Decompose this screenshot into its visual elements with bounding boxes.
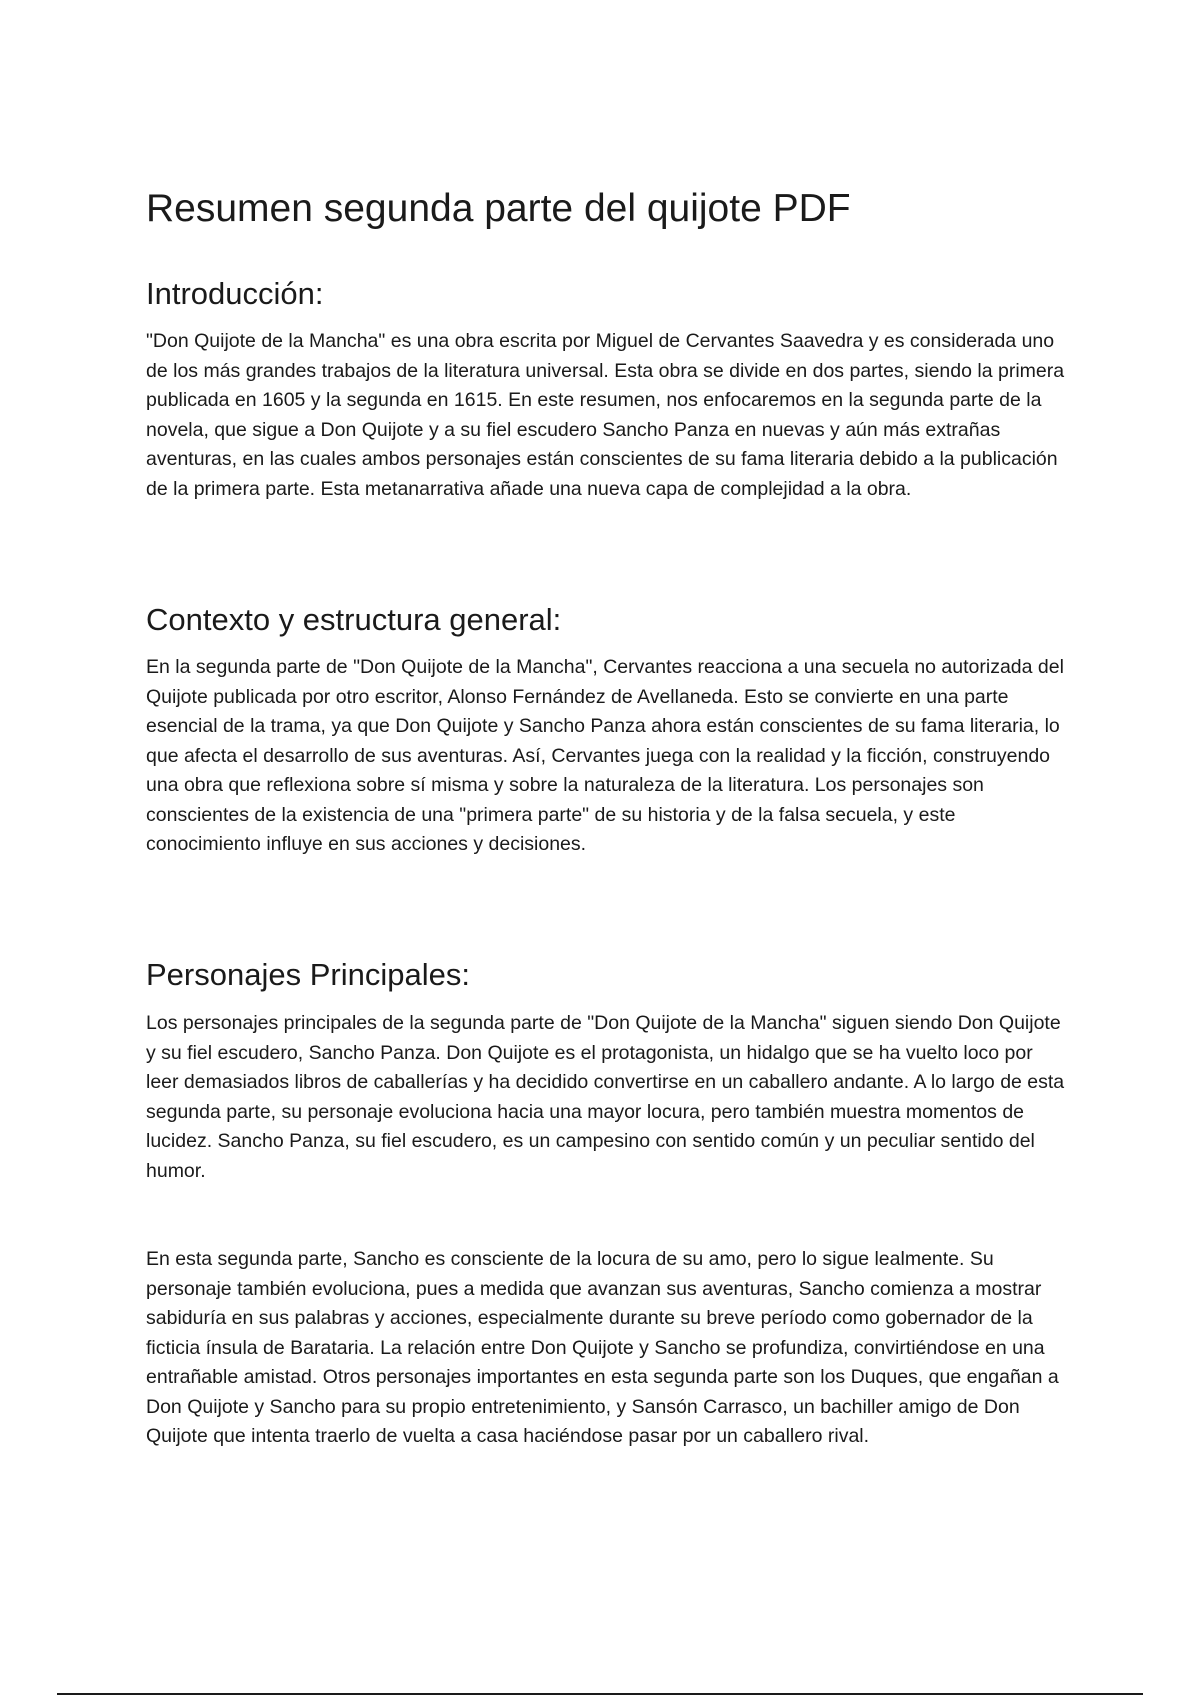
paragraph-contexto: En la segunda parte de "Don Quijote de la Mancha", Cervantes reacciona a una secuela no autorizada del Quijote publicada por otro escritor, Alonso Fernández de Avellaneda. Esto se convierte en una parte esencial de la trama, ya que Don Quijote y Sancho Panza ahora están conscientes de su fama literaria, lo que afecta el desarrollo de sus aventuras. Así, Cervantes juega con la realidad y la ficción, construyendo una obra que reflexiona sobre sí misma y sobre la naturaleza de la literatura. Los personajes son conscientes de la existencia de una "primera parte" de su historia y de la falsa secuela, y este conocimiento influye en sus acciones y decisiones.	[146, 656, 1064, 855]
paragraph-introduccion: "Don Quijote de la Mancha" es una obra escrita por Miguel de Cervantes Saavedra y es considerada uno de los más grandes trabajos de la literatura universal. Esta obra se divide en dos partes, siendo la primera publicada en 1605 y la segunda en 1615. En este resumen, nos enfocaremos en la segunda parte de la novela, que sigue a Don Quijote y a su fiel escudero Sancho Panza en nuevas y aún más extrañas aventuras, en las cuales ambos personajes están conscientes de su fama literaria debido a la publicación de la primera parte. Esta metanarrativa añade una nueva capa de complejidad a la obra.	[146, 330, 1065, 500]
paragraph-personajes-2: En esta segunda parte, Sancho es consciente de la locura de su amo, pero lo sigue lealmente. Su personaje también evoluciona, pues a medida que avanzan sus aventuras, Sancho comienza a mostrar sabiduría en sus palabras y acciones, especialmente durante su breve período como gobernador de la ficticia ínsula de Barataria. La relación entre Don Quijote y Sancho se profundiza, convirtiéndose en una entrañable amistad. Otros personajes importantes en esta segunda parte son los Duques, que engañan a Don Quijote y Sancho para su propio entretenimiento, y Sansón Carrasco, un bachiller amigo de Don Quijote que intenta traerlo de vuelta a casa haciéndose pasar por un caballero rival.	[146, 1248, 1059, 1447]
document-title: Resumen segunda parte del quijote PDF	[146, 187, 851, 230]
section-heading-contexto: Contexto y estructura general:	[146, 602, 562, 637]
footer-divider	[57, 1693, 1143, 1695]
paragraph-personajes-1: Los personajes principales de la segunda parte de "Don Quijote de la Mancha" siguen siendo Don Quijote y su fiel escudero, Sancho Panza. Don Quijote es el protagonista, un hidalgo que se ha vuelto loco por leer demasiados libros de caballerías y ha decidido convertirse en un caballero andante. A lo largo de esta segunda parte, su personaje evoluciona hacia una mayor locura, pero también muestra momentos de lucidez. Sancho Panza, su fiel escudero, es un campesino con sentido común y un peculiar sentido del humor.	[146, 1012, 1065, 1182]
section-heading-introduccion: Introducción:	[146, 276, 324, 311]
section-heading-personajes: Personajes Principales:	[146, 957, 470, 992]
